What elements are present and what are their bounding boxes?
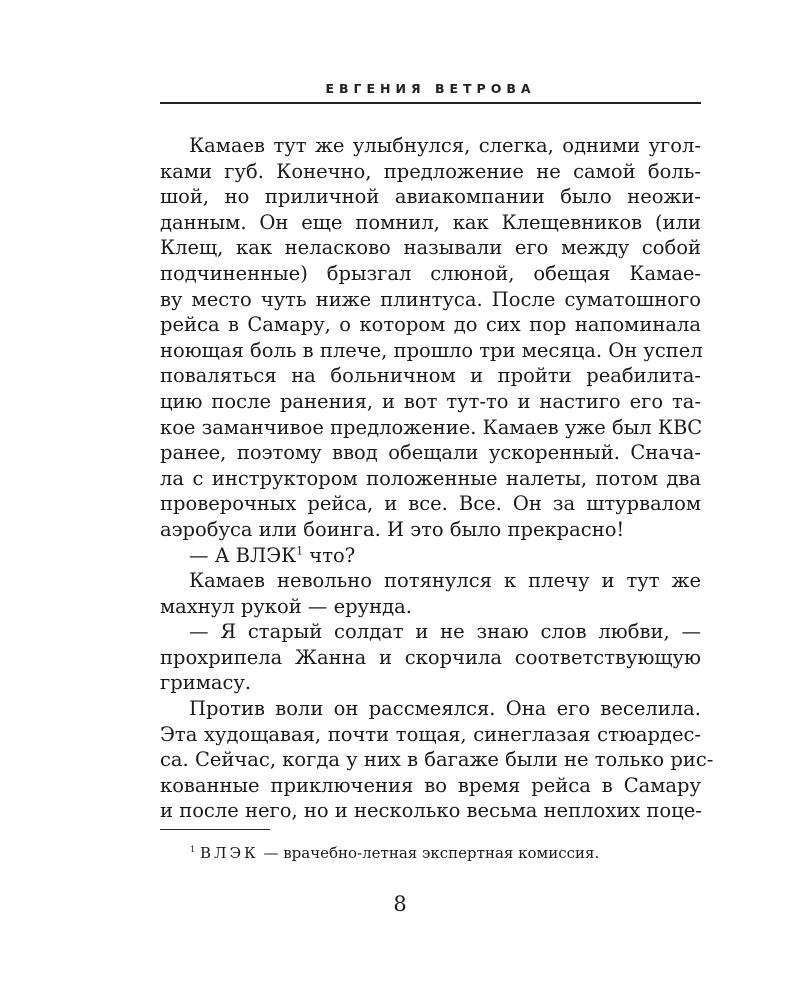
text-line (160, 543, 701, 569)
text-line: — Я старый солдат и не знаю слов любви, — (189, 620, 701, 644)
page-number: 8 (393, 892, 407, 916)
text-line: проверочных рейса, и все. Все. Он за штурвалом (160, 492, 701, 516)
footnote (190, 844, 599, 862)
text-line: аэробуса или боинга. И это было прекрасно! (160, 517, 625, 541)
text-line: рейса в Самару, о котором до сих пор напоминала (160, 313, 701, 337)
text-line: са. Сейчас, когда у них в багаже были не только рис- (160, 748, 714, 772)
text-line: Камаев тут же улыбнулся, слегка, одними угол- (189, 134, 701, 157)
text-line: ранее, поэтому ввод обещали ускоренный. Снача- (160, 441, 701, 465)
footnote-marker: 1 (190, 844, 196, 855)
dialogue-text: — А ВЛЭК (189, 543, 297, 567)
text-line: Против воли он рассмеялся. Она его веселила. (189, 697, 701, 721)
text-line: гримасу. (160, 671, 252, 695)
header-divider (160, 102, 701, 104)
footnote-text: — врачебно-летная экспертная комиссия. (258, 844, 600, 862)
footnote-term: ВЛЭК (200, 844, 259, 862)
text-line: ноющая боль в плече, прошло три месяца. Он успел (160, 338, 703, 362)
text-line: данным. Он еще помнил, как Клещевников (или (160, 210, 701, 234)
text-line: Эта худощавая, почти тощая, синеглазая стюардес- (160, 722, 701, 746)
main-text (160, 133, 714, 824)
text-line: прохрипела Жанна и скорчила соответствующую (160, 645, 701, 669)
text-line: шой, но приличной авиакомпании было неожи- (160, 185, 701, 209)
text-line: ву место чуть ниже плинтуса. После суматошного (160, 287, 701, 311)
text-line: Клещ, как неласково называли его между собой (160, 236, 701, 260)
footnote-divider (160, 829, 270, 830)
running-header-author: ЕВГЕНИЯ ВЕТРОВА (325, 81, 536, 96)
text-line: ками губ. Конечно, предложение не самой боль- (160, 159, 701, 183)
text-line: кое заманчивое предложение. Камаев уже был КВС (160, 415, 703, 439)
text-line: цию после ранения, и вот тут-то и настиго его та- (160, 389, 701, 413)
text-line: кованные приключения во время рейса в Самару (160, 773, 701, 797)
text-line: поваляться на больничном и пройти реабилита- (160, 364, 701, 388)
text-line: подчиненные) брызгал слюной, обещая Камае- (160, 261, 701, 285)
text-line: ла с инструктором положенные налеты, потом два (160, 466, 701, 490)
dialogue-text: что? (303, 543, 356, 567)
text-line: Камаев невольно потянулся к плечу и тут же (189, 569, 701, 593)
footnote-reference[interactable]: 1 (296, 544, 304, 557)
text-line: махнул рукой — ерунда. (160, 594, 412, 618)
text-line: и после него, но и несколько весьма неплохих поце- (160, 799, 702, 823)
